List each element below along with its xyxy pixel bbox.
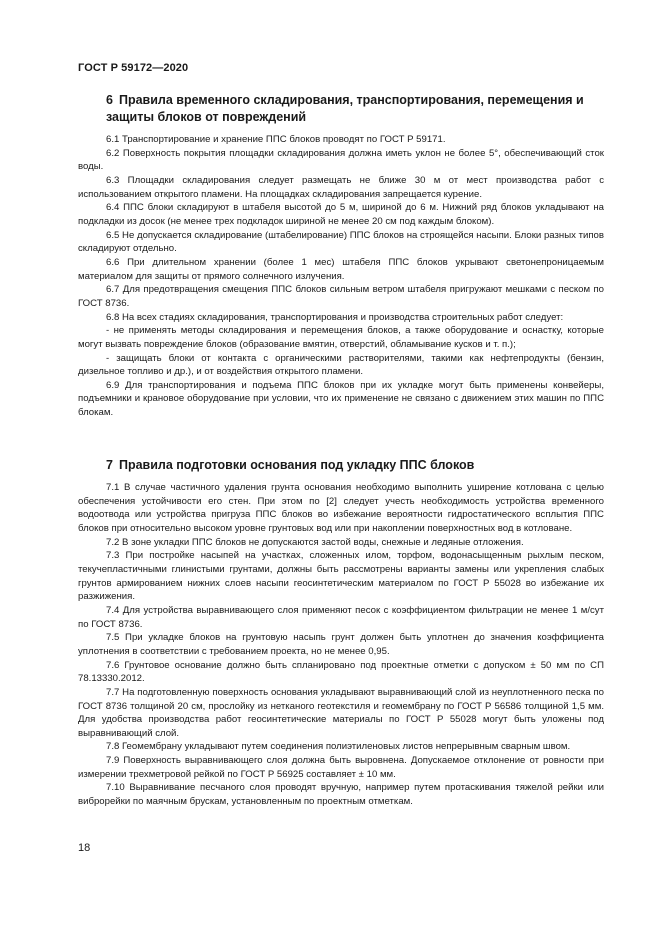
paragraph-6-2: 6.2 Поверхность покрытия площадки складирования должна иметь уклон не более 5°, обеспечивающий сток воды. [78,147,604,173]
paragraph-7-6: 7.6 Грунтовое основание должно быть спланировано под проектные отметки с допуском ± 50 мм по СП 78.13330.2012. [78,659,604,685]
section-7-heading [78,457,604,474]
paragraph-7-5: 7.5 При укладке блоков на грунтовую насыпь грунт должен быть уплотнен до значения коэффициента уплотнения в соответствии с требованием проекта, но не менее 0,95. [78,632,604,657]
section-6-heading [78,92,604,126]
section-6-title: Правила временного складирования, транспортирования, перемещения и защиты блоков от повреждений [106,93,584,124]
paragraph-6-4: 6.4 ППС блоки складируют в штабеля высотой до 5 м, шириной до 6 м. Нижний ряд блоков укладывают на подкладки из досок (не менее трех подкладок шириной не менее 20 см под каждым блоком). [78,202,604,227]
section-7 [78,457,604,809]
section-7-number: 7 [106,458,113,472]
paragraph-7-9: 7.9 Поверхность выравнивающего слоя должна быть выровнена. Допускаемое отклонение от ровности при измерении трехметровой рейкой по ГОСТ Р 56925 составляет ± 10 мм. [78,755,604,780]
paragraph-6-5: 6.5 Не допускается складирование (штабелирование) ППС блоков на строящейся насыпи. Блоки разных типов складируют отдельно. [78,229,604,255]
paragraph-7-8: 7.8 Геомембрану укладывают путем соединения полиэтиленовых листов непрерывным сварным швом. [106,741,571,753]
paragraph-7-1: 7.1 В случае частичного удаления грунта основания необходимо выполнить уширение котлована с целью обеспечения устойчивости его стен. При этом по [2] следует учесть необходимость устройства временного водоотвода или устройства пригруза ППС блоков во избежание вероятности гидростатического всплытия ППС блоков при относительно высоком уровне грунтовых вод или при накоплении поверхностных вод в котловане. [78,482,604,534]
paragraph-6-1: 6.1 Транспортирование и хранение ППС блоков проводят по ГОСТ Р 59171. [106,134,446,145]
list-item-6-8-a: - не применять методы складирования и перемещения блоков, а также оборудование и оснастку, которые могут вызвать повреждение блоков (образование вмятин, отверстий, обламывание кусков и т. п.); [78,325,604,350]
paragraph-7-2: 7.2 В зоне укладки ППС блоков не допускаются застой воды, снежные и ледяные отложения. [106,536,524,548]
section-6 [78,92,604,420]
document-id-header: ГОСТ Р 59172—2020 [78,62,189,74]
paragraph-6-7: 6.7 Для предотвращения смещения ППС блоков сильным ветром штабеля пригружают мешками с песком по ГОСТ 8736. [78,284,604,309]
section-6-number: 6 [106,93,113,107]
list-item-6-8-b: - защищать блоки от контакта с органическими растворителями, такими как нефтепродукты (бензин, дизельное топливо и др.), и от воздействия открытого пламени. [78,352,604,378]
paragraph-6-6: 6.6 При длительном хранении (более 1 мес) штабеля ППС блоков укрывают светонепроницаемым материалом для защиты от прямого солнечного излучения. [78,256,604,282]
paragraph-7-10: 7.10 Выравнивание песчаного слоя проводят вручную, например путем протаскивания тяжелой рейки или виброрейки по маячным брускам, установленным по проектным отметкам. [78,782,604,808]
section-7-title: Правила подготовки основания под укладку ППС блоков [118,458,475,472]
paragraph-6-8: 6.8 На всех стадиях складирования, транспортирования и производства строительных работ следует: [106,311,564,323]
paragraph-7-3: 7.3 При постройке насыпей на участках, сложенных илом, торфом, водонасыщенным рыхлым песком, текучепластичными глинистыми грунтами, должны быть рассмотрены варианты замены или укрепления слабых грунтов армированием нижних слоев насыпи геосинтетическим материалом по ГОСТ Р 55028 во избежание их разжижения. [78,550,604,603]
paragraph-6-9: 6.9 Для транспортирования и подъема ППС блоков при их укладке могут быть применены конвейеры, подъемники и крановое оборудование при условии, что их применение не связано с движением этих машин по ППС блокам. [78,379,604,419]
page-number: 18 [78,842,91,854]
paragraph-7-4: 7.4 Для устройства выравнивающего слоя применяют песок с коэффициентом фильтрации не менее 1 м/сут по ГОСТ 8736. [78,604,604,630]
paragraph-6-3: 6.3 Площадки складирования следует размещать не ближе 30 м от мест производства работ с использованием открытого пламени. На площадках складирования запрещается курение. [78,174,604,200]
paragraph-7-7: 7.7 На подготовленную поверхность основания укладывают выравнивающий слой из неуплотненного песка по ГОСТ 8736 толщиной 20 см, прослойку из нетканого геотекстиля и геомембрану по ГОСТ Р 56586 толщиной 1,5 мм. Для удобства производства работ геосинтетические материалы по ГОСТ Р 55028 могут быть уложены под выравнивающий слой. [78,686,604,739]
